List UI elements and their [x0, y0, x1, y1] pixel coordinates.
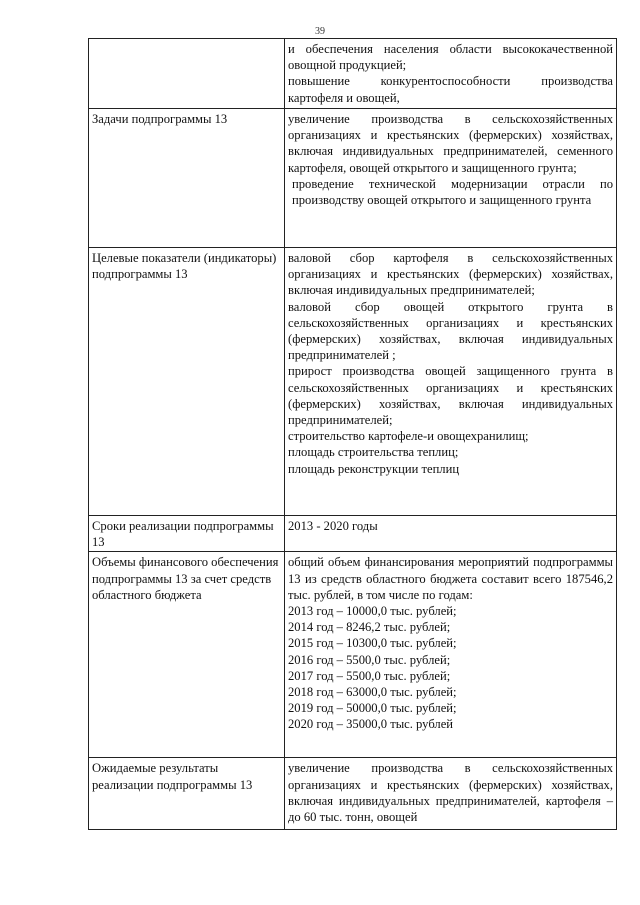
- row-finance: [89, 552, 617, 758]
- row-intro-continuation: [89, 39, 617, 109]
- finance-year-line: 2018 год – 63000,0 тыс. рублей;: [288, 685, 457, 700]
- row-finance-content: [285, 552, 617, 758]
- indicator-line: валовой сбор овощей открытого грунта в сельскохозяйственных организациях и крестьянских (фермерских) хозяйствах, включая индивидуальных предпринимателей ;: [288, 299, 613, 363]
- row-indicators-label: Целевые показатели (индикаторы) подпрограммы 13: [89, 248, 285, 516]
- indicator-line: площадь реконструкции теплиц: [288, 461, 460, 476]
- subprogram-passport-table: [88, 38, 617, 830]
- row-indicators: [89, 248, 617, 516]
- indicator-line: площадь строительства теплиц;: [288, 445, 459, 460]
- row-tasks-label: Задачи подпрограммы 13: [89, 109, 285, 248]
- row-results-label: Ожидаемые результаты реализации подпрограммы 13: [89, 758, 285, 830]
- row-tasks: [89, 109, 617, 248]
- task-line: проведение технической модернизации отрасли по производству овощей открытого и защищенного грунта: [292, 176, 613, 208]
- row-terms: [89, 516, 617, 552]
- page-number: 39: [315, 26, 325, 37]
- indicator-line: строительство картофеле-и овощехранилищ;: [288, 429, 529, 444]
- row-terms-value: 2013 - 2020 годы: [285, 516, 617, 552]
- row-results-content: увеличение производства в сельскохозяйственных организациях и крестьянских (фермерских) хозяйствах, включая индивидуальных предпринимателей, картофеля – до 60 тыс. тонн, овощей: [285, 758, 617, 830]
- task-line: увеличение производства в сельскохозяйственных организациях и крестьянских (фермерских) хозяйствах, включая индивидуальных предпринимателей, семенного картофеля, овощей открытого и защищенного грунта;: [288, 112, 613, 175]
- row-results: [89, 758, 617, 830]
- row-intro-content: [285, 39, 617, 109]
- indicator-line: валовой сбор картофеля в сельскохозяйственных организациях и крестьянских (фермерских) хозяйствах, включая индивидуальных предпринимателей;: [288, 251, 613, 298]
- row-tasks-content: [285, 109, 617, 248]
- row-indicators-content: [285, 248, 617, 516]
- finance-year-line: 2019 год – 50000,0 тыс. рублей;: [288, 701, 457, 716]
- row-finance-label: Объемы финансового обеспечения подпрограммы 13 за счет средств областного бюджета: [89, 552, 285, 758]
- finance-year-line: 2015 год – 10300,0 тыс. рублей;: [288, 636, 457, 651]
- row-terms-label: Сроки реализации подпрограммы 13: [89, 516, 285, 552]
- indicator-line: прирост производства овощей защищенного грунта в сельскохозяйственных организациях и крестьянских (фермерских) хозяйствах, включая индивидуальных предпринимателей;: [288, 364, 613, 428]
- finance-year-line: 2016 год – 5500,0 тыс. рублей;: [288, 652, 451, 667]
- finance-year-line: 2020 год – 35000,0 тыс. рублей: [288, 717, 454, 732]
- row-intro-label: [89, 39, 285, 109]
- intro-line: и обеспечения населения области высококачественной овощной продукцией;: [288, 42, 613, 73]
- finance-year-line: 2017 год – 5500,0 тыс. рублей;: [288, 668, 451, 683]
- finance-year-line: 2013 год – 10000,0 тыс. рублей;: [288, 604, 457, 619]
- finance-year-line: 2014 год – 8246,2 тыс. рублей;: [288, 620, 451, 635]
- finance-lead: общий объем финансирования мероприятий подпрограммы 13 из средств областного бюджета составит всего 187546,2 тыс. рублей, в том числе по годам:: [288, 555, 613, 602]
- intro-line: повышение конкурентоспособности производства картофеля и овощей,: [288, 74, 613, 105]
